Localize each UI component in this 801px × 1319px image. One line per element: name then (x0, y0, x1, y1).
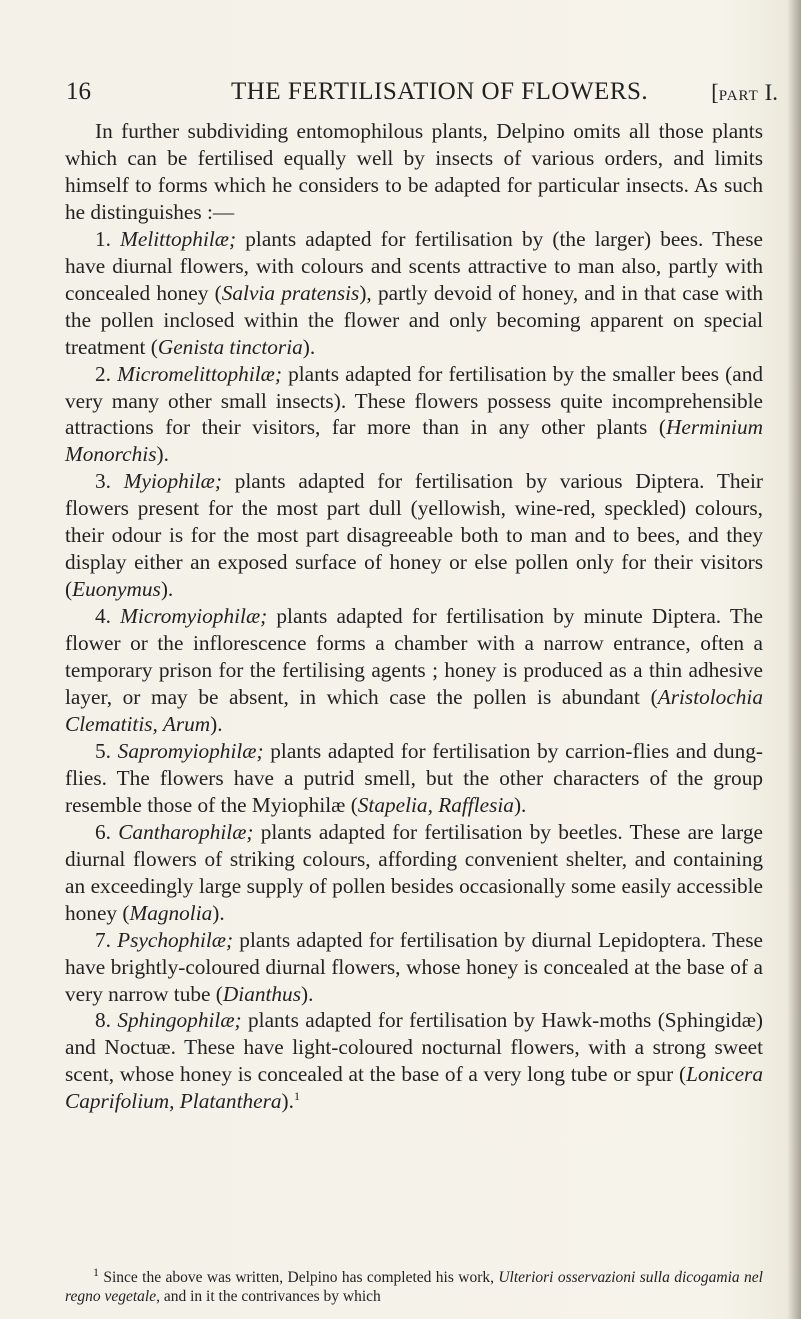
part-label (711, 80, 778, 106)
footnote-marker: 1 (93, 1264, 99, 1279)
item-separator: ; (229, 226, 237, 251)
part-word: PART (718, 88, 759, 104)
part-number: I. (764, 80, 778, 105)
item-separator: ; (246, 819, 254, 844)
item-text: plants adapted for fertilisation by Hawk-moths (Sphingidæ) and Noctuæ. These have light-coloured nocturnal flowers, with a strong sweet scent, whose honey is concealed at the base of a very long tube or spur ( (65, 1008, 764, 1087)
item-name: Psychophilæ (117, 927, 227, 952)
list-item (65, 819, 763, 927)
item-example: Lonicera Caprifolium, Platanthera (65, 1062, 763, 1114)
item-example: Herminium Monorchis (65, 415, 763, 467)
item-example: Stapelia, Rafflesia (357, 792, 514, 817)
item-text: plants adapted for fertilisation by various Diptera. Their flowers present for the most part dull (yellowish, wine-red, speckled) colours, their odour is for the most part disagreeable both to man and to bees, and they display either an exposed surface of honey or else pollen only for their visitors ( (65, 469, 764, 602)
item-number: 2. (95, 361, 111, 386)
item-text: plants adapted for fertilisation by the smaller bees (and very many other small insects). These flowers possess quite incomprehensible attractions for their visitors, far more than in any other plants ( (65, 361, 763, 440)
list-item (65, 603, 763, 738)
body-text (65, 118, 763, 1115)
item-separator: ; (260, 604, 268, 629)
item-separator: ; (226, 927, 234, 952)
item-name: Myiophilæ (123, 469, 215, 494)
item-separator: ; (256, 738, 264, 763)
item-text: plants adapted for fertilisation by carrion-flies and dung-flies. The flowers have a putrid smell, but the other characters of the group resemble those of the Myiophilæ ( (65, 738, 763, 817)
item-number: 3. (95, 469, 111, 494)
item-name: Melittophilæ (120, 226, 229, 251)
page-edge-shadow (787, 0, 801, 1319)
footnote (65, 1264, 763, 1306)
item-name: Sapromyiophilæ (117, 738, 257, 763)
intro-paragraph: In further subdividing entomophilous plants, Delpino omits all those plants which can be fertilised equally well by insects of various orders, and limits himself to forms which he considers to be adapted for particular insects. As such he distinguishes :— (65, 119, 763, 224)
item-text: ), partly devoid of honey, and in that case with the pollen inclosed within the flower and only becoming apparent on special treatment ( (65, 280, 764, 359)
item-name: Micromelittophilæ (117, 361, 275, 386)
item-text: ). (160, 577, 174, 602)
item-text: plants adapted for fertilisation by (the larger) bees. These have diurnal flowers, with colours and scents attractive to man also, partly with concealed honey ( (65, 226, 763, 305)
footnote-text: , and in it the contrivances by which (156, 1288, 381, 1305)
item-separator: ; (234, 1008, 242, 1033)
list-item (65, 1007, 763, 1115)
item-text: plants adapted for fertilisation by minute Diptera. The flower or the inflorescence forms a chamber with a narrow entrance, often a temporary prison for the fertilising agents ; honey is produced as a thin adhesive layer, or may be absent, in which case the pollen is abundant ( (65, 604, 763, 710)
running-title: THE FERTILISATION OF FLOWERS. (231, 78, 649, 105)
list-item (65, 738, 763, 819)
item-number: 1. (95, 226, 111, 251)
item-name: Micromyiophilæ (120, 604, 261, 629)
footnote-text: Since the above was written, Delpino has completed his work, (99, 1269, 499, 1286)
item-number: 6. (95, 819, 111, 844)
item-text: ). (513, 792, 527, 817)
item-example: Genista tinctoria (157, 334, 303, 359)
item-separator: ; (214, 469, 222, 494)
item-text: ). (302, 334, 316, 359)
item-number: 5. (95, 738, 111, 763)
item-number: 4. (95, 604, 111, 629)
item-number: 8. (95, 1008, 111, 1033)
footnote-reference: 1 (293, 1089, 300, 1104)
item-text: ). (156, 442, 169, 467)
item-text: ). (212, 900, 225, 925)
item-example: Aristolochia Clematitis, Arum (65, 685, 763, 736)
item-text: ). (281, 1089, 294, 1114)
part-bracket: [ (711, 80, 719, 105)
running-header (66, 78, 778, 112)
page-number: 16 (66, 78, 91, 105)
item-text: ). (301, 981, 314, 1006)
item-text: plants adapted for fertilisation by beetles. These are large diurnal flowers of striking colours, affording convenient shelter, and containing an exceedingly large supply of pollen besides occasionally some easily accessible honey ( (65, 819, 763, 925)
item-example: Dianthus (222, 981, 301, 1006)
list-item (65, 226, 763, 361)
item-text: plants adapted for fertilisation by diurnal Lepidoptera. These have brightly-coloured diurnal flowers, whose honey is concealed at the base of a very narrow tube ( (65, 927, 763, 1006)
item-separator: ; (274, 361, 282, 386)
footnote-title: Ulteriori osservazioni sulla dicogamia nel regno vegetale (65, 1269, 763, 1305)
list-item (65, 927, 763, 1008)
item-name: Cantharophilæ (118, 819, 247, 844)
list-item (65, 468, 763, 603)
item-text: ). (210, 711, 223, 736)
item-number: 7. (95, 927, 111, 952)
item-example: Magnolia (129, 900, 213, 925)
item-name: Sphingophilæ (117, 1008, 235, 1033)
item-example: Euonymus (72, 577, 161, 602)
item-example: Salvia pratensis (221, 280, 360, 305)
list-item (65, 361, 763, 469)
